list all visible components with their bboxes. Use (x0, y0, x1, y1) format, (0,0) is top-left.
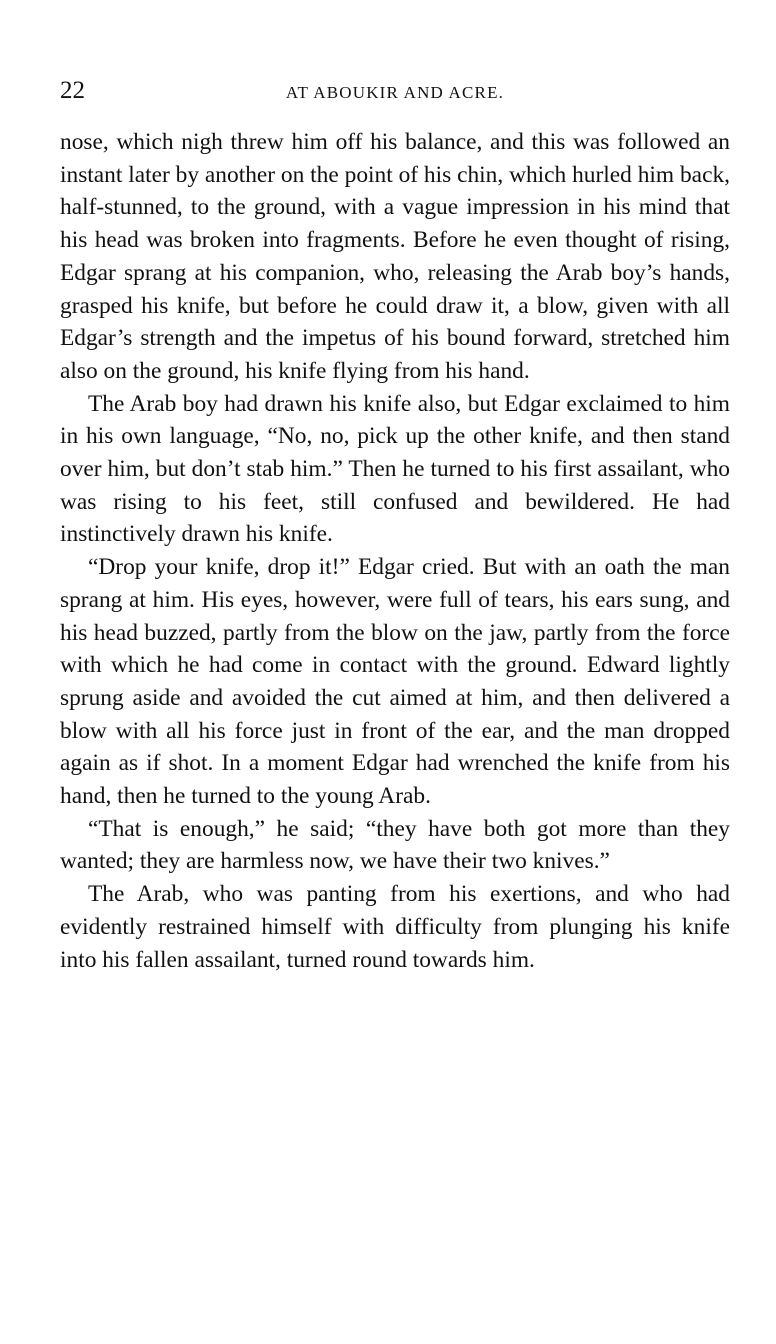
page-number: 22 (60, 77, 85, 104)
paragraph-1: nose, which nigh threw him off his balance, and this was followed an instant later by another on the point of his chin, which hurled him back, half-stunned, to the ground, with a vague impression in his mind that his head was broken into fragments. Before he even thought of rising, Edgar sprang at his companion, who, releasing the Arab boy’s hands, grasped his knife, but before he could draw it, a blow, given with all Edgar’s strength and the impetus of his bound forward, stretched him also on the ground, his knife flying from his hand. (60, 129, 730, 384)
paragraph-5: The Arab, who was panting from his exertions, and who had evidently restrained himself with difficulty from plunging his knife into his fallen assailant, turned round towards him. (60, 881, 730, 973)
body-text (60, 126, 730, 976)
paragraph-4: “That is enough,” he said; “they have both got more than they wanted; they are harmless now, we have their two knives.” (60, 815, 730, 875)
paragraph-3: “Drop your knife, drop it!” Edgar cried. But with an oath the man sprang at him. His eyes, however, were full of tears, his ears sung, and his head buzzed, partly from the blow on the jaw, partly from the force with which he had come in contact with the ground. Edward lightly sprung aside and avoided the cut aimed at him, and then delivered a blow with all his force just in front of the ear, and the man dropped again as if shot. In a moment Edgar had wrenched the knife from his hand, then he turned to the young Arab. (60, 554, 730, 810)
paragraph-2: The Arab boy had drawn his knife also, but Edgar exclaimed to him in his own language, “No, no, pick up the other knife, and then stand over him, but don’t stab him.” Then he turned to his first assailant, who was rising to his feet, still confused and bewildered. He had instinctively drawn his knife. (60, 390, 730, 548)
page-header (60, 74, 730, 108)
running-head: AT ABOUKIR AND ACRE. (285, 83, 505, 102)
